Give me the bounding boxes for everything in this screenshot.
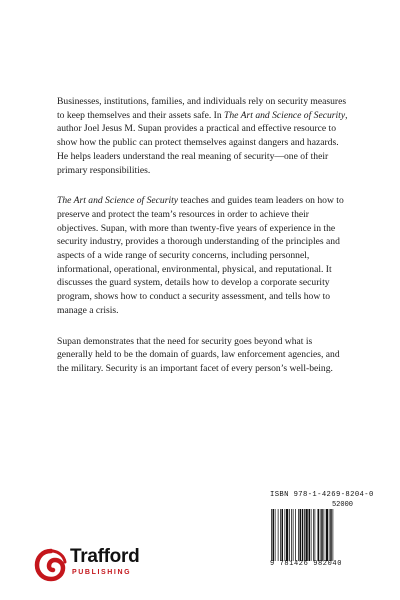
price-code: 52000	[331, 501, 353, 509]
blurb-paragraph-3	[57, 335, 349, 376]
barcode-bar	[315, 509, 316, 561]
book-title-italic: The Art and Science of Security	[224, 109, 346, 121]
barcode-bar	[293, 509, 294, 561]
barcode-bar	[329, 509, 330, 561]
ean-digits: 9 781426 982040	[270, 560, 343, 568]
barcode-bar	[278, 509, 279, 561]
barcode-bar	[321, 509, 323, 561]
barcode-bar	[324, 509, 325, 561]
barcode-bar	[309, 509, 311, 561]
barcode-bar	[298, 509, 299, 561]
publisher-name: Trafford	[70, 546, 140, 567]
barcode-bar	[280, 509, 281, 561]
trafford-swirl-icon	[34, 548, 68, 582]
barcode-bar	[326, 509, 328, 561]
barcode-bar	[295, 509, 296, 561]
barcode-bar	[275, 509, 276, 561]
blurb-text-run: Businesses, institutions, families, and individuals rely on security measures to keep themselves and their assets safe. In	[57, 96, 347, 121]
barcode-bars	[270, 509, 353, 561]
barcode-bar	[291, 509, 292, 561]
barcode-bar	[302, 509, 304, 561]
barcode-bar	[271, 509, 272, 561]
publisher-logo	[34, 548, 174, 582]
barcode-bar	[289, 509, 290, 561]
barcode-bar	[306, 509, 308, 561]
publisher-tagline: PUBLISHING	[72, 569, 132, 576]
barcode-bar	[333, 509, 334, 561]
isbn-label: ISBN 978-1-4269-8204-0	[270, 491, 374, 499]
barcode-bar	[311, 509, 312, 561]
barcode-bar	[282, 509, 284, 561]
barcode-bar	[286, 509, 288, 561]
barcode-bar	[273, 509, 275, 561]
barcode-bar	[304, 509, 305, 561]
isbn-barcode	[270, 491, 374, 571]
blurb-text-run: , author Joel Jesus M. Supan provides a practical and effective resource to show how the public can protect themselves against dangers and hazards. He helps leaders understand the real meaning of security—one of their primary responsibilities.	[57, 109, 348, 176]
book-title-italic: The Art and Science of Security	[57, 195, 179, 207]
barcode-bar	[313, 509, 314, 561]
back-cover-blurb	[57, 95, 349, 393]
barcode-bar	[318, 509, 320, 561]
blurb-text-run: teaches and guides team leaders on how to preserve and protect the team’s resources in order to achieve their objectives. Supan, with more than twenty-five years of experience in the security industry, provides a thorough understanding of the principles and aspects of a wide range of security concerns, including personnel, informational, operational, environmental, physical, and reputational. It discusses the guard system, details how to develop a corporate security program, shows how to conduct a security assessment, and tells how to manage a crisis.	[57, 195, 344, 316]
barcode-bar	[300, 509, 302, 561]
blurb-paragraph-1	[57, 95, 349, 177]
barcode-bar	[285, 509, 286, 561]
blurb-text-run: Supan demonstrates that the need for security goes beyond what is generally held to be the domain of guards, law enforcement agencies, and the military. Security is an important facet of every person’s well-being.	[57, 335, 340, 374]
blurb-paragraph-2	[57, 194, 349, 317]
barcode-bar	[320, 509, 321, 561]
barcode-bar	[330, 509, 332, 561]
